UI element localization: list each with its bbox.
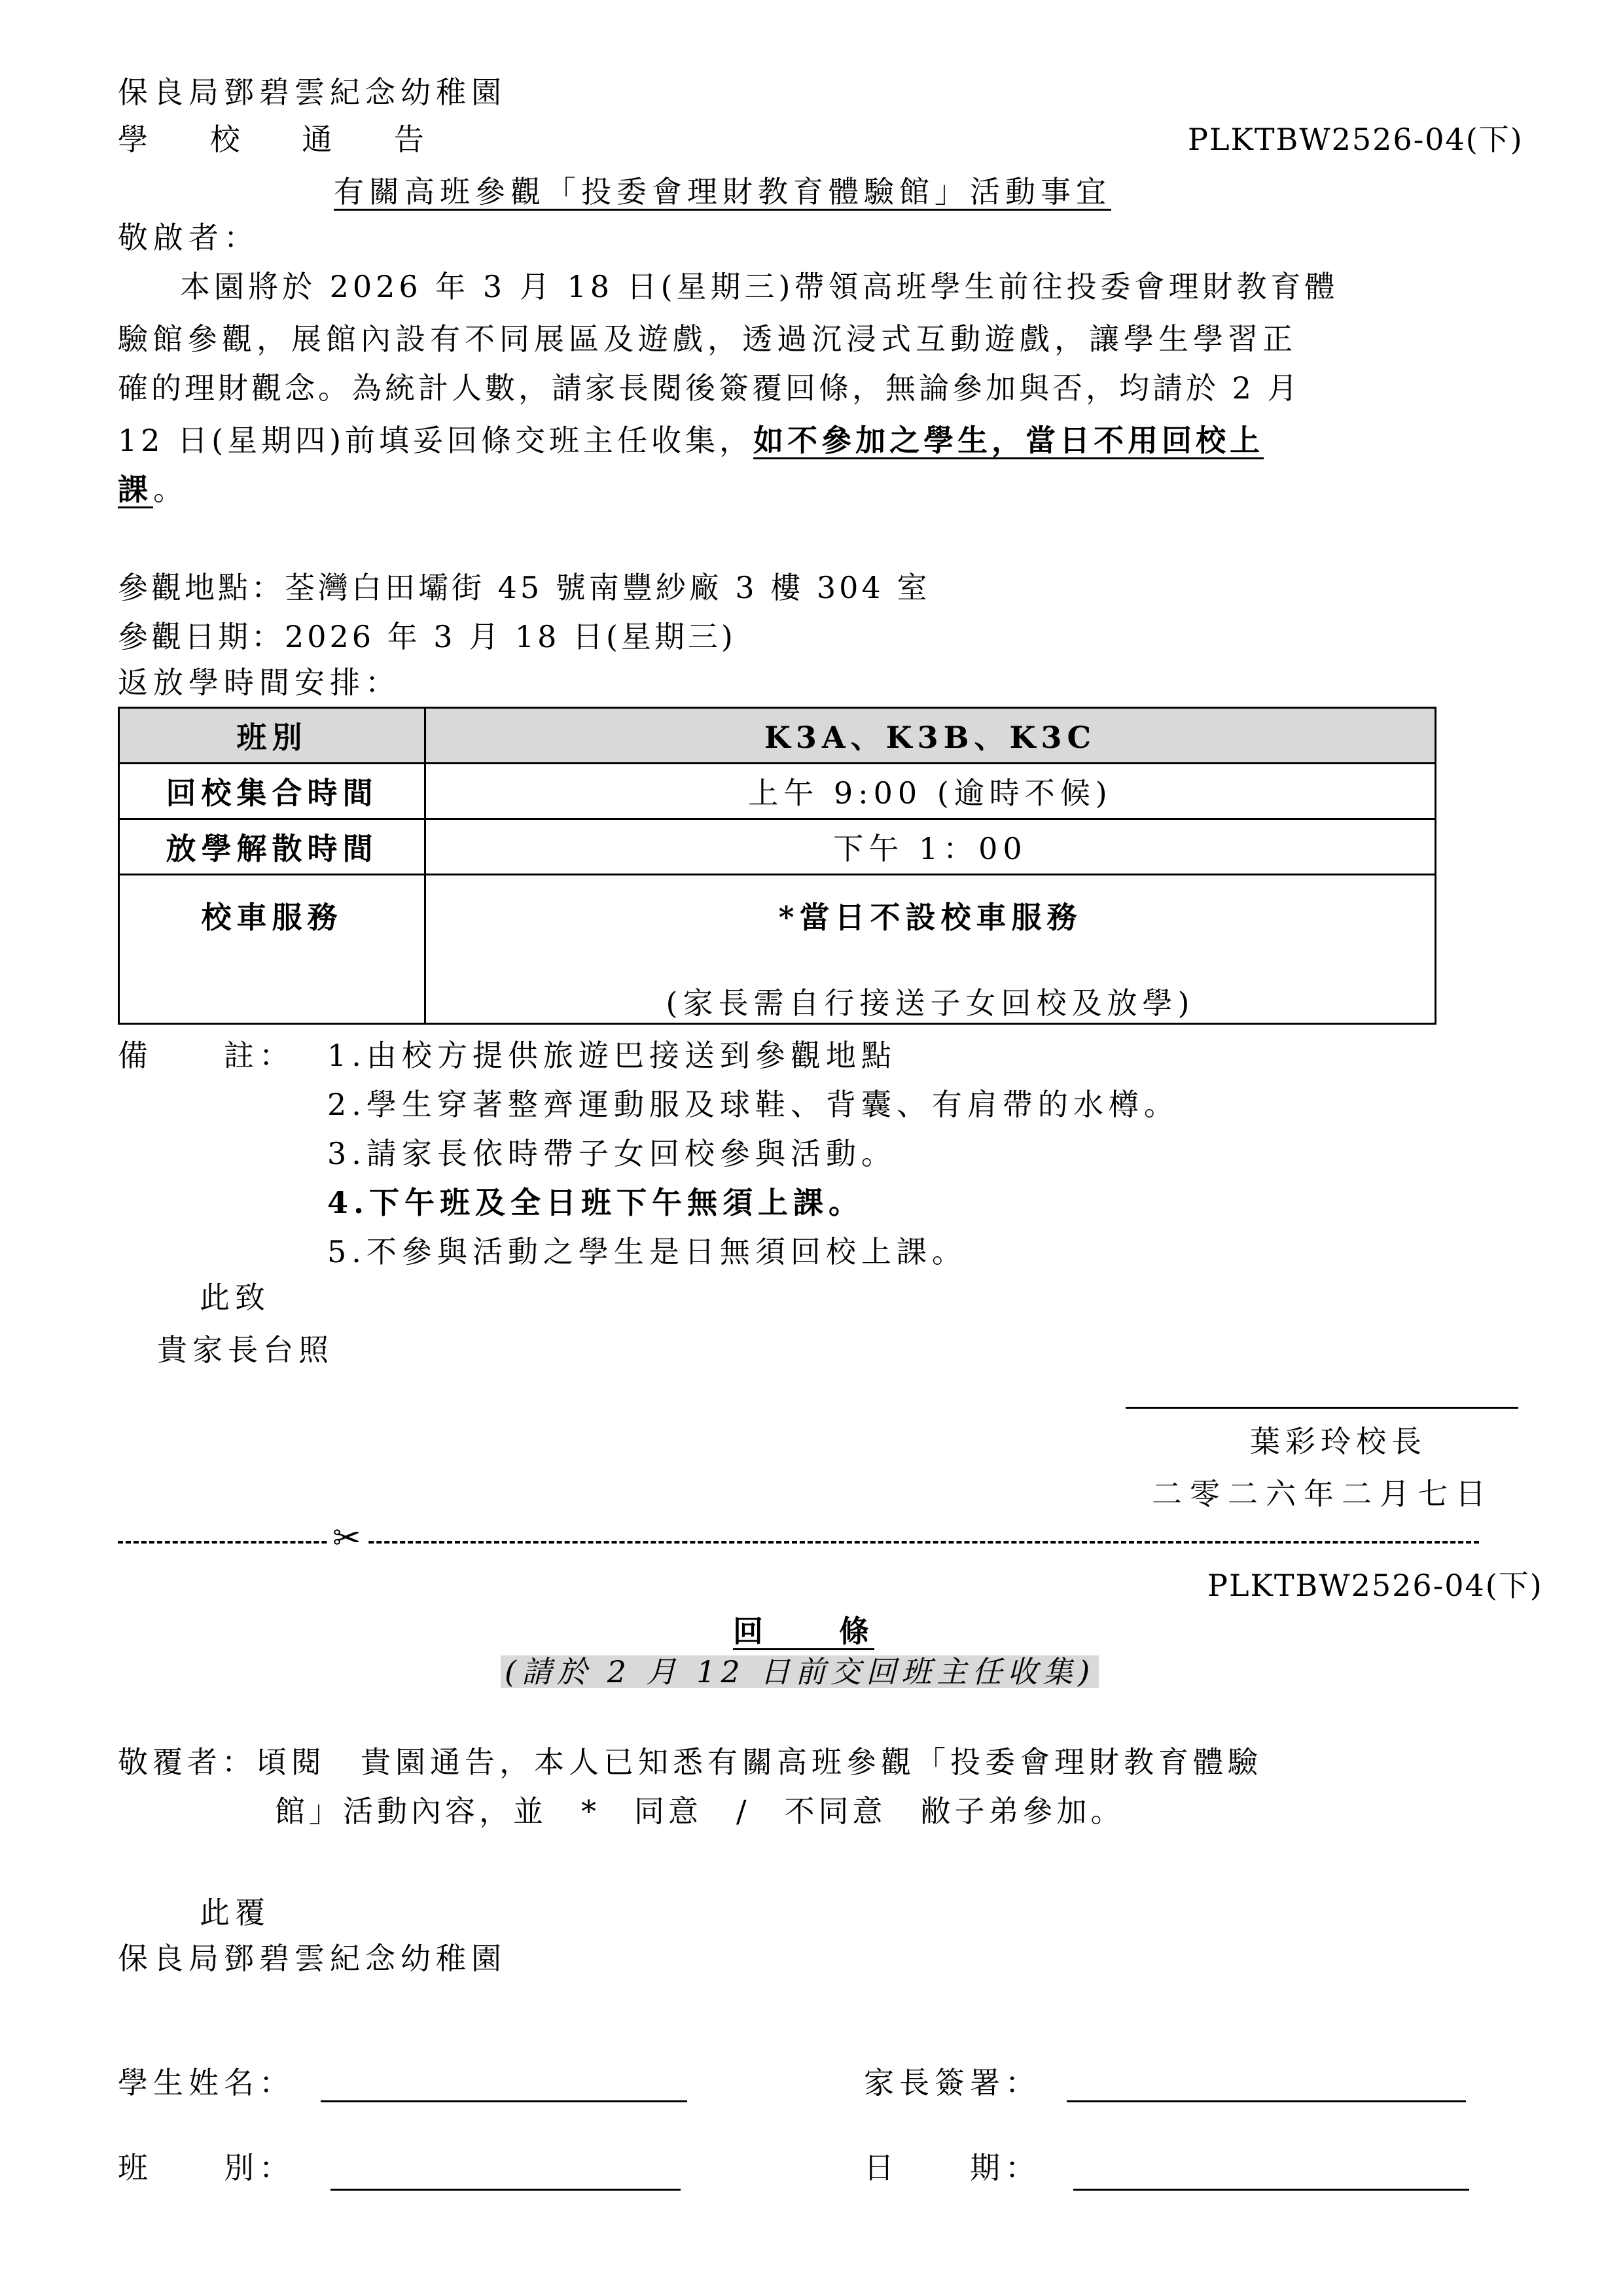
date-label: 日 期： — [864, 2150, 1041, 2185]
remarks-label: 備 註： — [118, 1038, 294, 1073]
table-row-gather-time — [119, 764, 1436, 819]
student-name-label: 學生姓名： — [118, 2065, 294, 2100]
table-row-dismiss-time — [119, 819, 1436, 875]
table-label-class: 班別 — [119, 708, 425, 764]
body-line-5-end: 。 — [153, 472, 188, 507]
student-name-field[interactable] — [321, 2100, 687, 2102]
parent-signature-label: 家長簽署： — [864, 2065, 1041, 2100]
closing-salutation: 此致 — [200, 1280, 270, 1315]
greeting: 敬啟者： — [118, 220, 259, 255]
table-value-class: K3A、K3B、K3C — [425, 708, 1436, 764]
schedule-table — [118, 707, 1436, 1025]
notice-label: 學 校 通 告 — [118, 122, 450, 157]
body-line-5-emphasis: 課 — [118, 472, 153, 507]
parent-signature-field[interactable] — [1067, 2100, 1466, 2102]
body-line-4 — [118, 423, 1264, 458]
table-label-school-bus: 校車服務 — [119, 875, 425, 1024]
date-field[interactable] — [1073, 2189, 1469, 2191]
reply-title: 回 條 — [733, 1614, 874, 1649]
remark-item: 5.不參與活動之學生是日無須回校上課。 — [327, 1234, 967, 1269]
body-line-1: 本園將於 2026 年 3 月 18 日(星期三)帶領高班學生前往投委會理財教育體 — [180, 269, 1339, 304]
principal-name: 葉彩玲校長 — [1250, 1424, 1427, 1459]
table-row-class — [119, 708, 1436, 764]
school-bus-note: *當日不設校車服務 — [778, 900, 1082, 935]
notice-title: 有關高班參觀「投委會理財教育體驗館」活動事宜 — [334, 174, 1111, 209]
table-label-gather-time: 回校集合時間 — [119, 764, 425, 819]
table-row-school-bus — [119, 875, 1436, 1024]
reply-school-name: 保良局鄧碧雲紀念幼稚園 — [118, 1941, 507, 1976]
principal-signature-line — [1126, 1407, 1518, 1409]
scissors-icon: ✂ — [327, 1521, 366, 1555]
remark-item: 3.請家長依時帶子女回校參與活動。 — [327, 1136, 897, 1171]
reference-number: PLKTBW2526-04(下) — [1188, 122, 1524, 157]
notice-date: 二零二六年二月七日 — [1152, 1476, 1493, 1511]
visit-location: 參觀地點：荃灣白田壩街 45 號南豐紗廠 3 樓 304 室 — [118, 570, 931, 605]
body-line-2: 驗館參觀，展館內設有不同展區及遊戲，透過沉浸式互動遊戲，讓學生學習正 — [118, 321, 1297, 357]
table-label-dismiss-time: 放學解散時間 — [119, 819, 425, 875]
class-label: 班 別： — [118, 2150, 294, 2185]
school-name: 保良局鄧碧雲紀念幼稚園 — [118, 75, 507, 110]
remark-item: 4.下午班及全日班下午無須上課。 — [327, 1185, 865, 1220]
body-line-3: 確的理財觀念。為統計人數，請家長閱後簽覆回條，無論參加與否，均請於 2 月 — [118, 370, 1301, 406]
body-line-4-normal: 12 日(星期四)前填妥回條交班主任收集， — [118, 423, 754, 458]
table-value-gather-time: 上午 9:00 (逾時不候) — [425, 764, 1436, 819]
reply-reference-number: PLKTBW2526-04(下) — [1207, 1568, 1543, 1603]
body-line-4-emphasis: 如不參加之學生，當日不用回校上 — [753, 423, 1264, 458]
closing-addressee: 貴家長台照 — [157, 1332, 334, 1368]
table-value-dismiss-time: 下午 1：00 — [425, 819, 1436, 875]
school-bus-subnote: (家長需自行接送子女回校及放學) — [666, 985, 1195, 1021]
reply-text-line-1: 敬覆者：頃閱 貴園通告，本人已知悉有關高班參觀「投委會理財教育體驗 — [118, 1744, 1262, 1780]
reply-text-line-2: 館」活動內容，並 * 同意 / 不同意 敝子弟參加。 — [275, 1793, 1125, 1829]
table-value-school-bus — [425, 875, 1436, 1024]
class-field[interactable] — [330, 2189, 681, 2191]
visit-date: 參觀日期：2026 年 3 月 18 日(星期三) — [118, 619, 736, 654]
reply-closing: 此覆 — [200, 1895, 270, 1930]
reply-subtitle: (請於 2 月 12 日前交回班主任收集) — [501, 1655, 1099, 1688]
body-line-5 — [118, 472, 188, 507]
remark-item: 2.學生穿著整齊運動服及球鞋、背囊、有肩帶的水樽。 — [327, 1087, 1179, 1122]
remark-item: 1.由校方提供旅遊巴接送到參觀地點 — [327, 1038, 897, 1073]
cut-line — [118, 1541, 1479, 1544]
schedule-label: 返放學時間安排： — [118, 665, 401, 700]
